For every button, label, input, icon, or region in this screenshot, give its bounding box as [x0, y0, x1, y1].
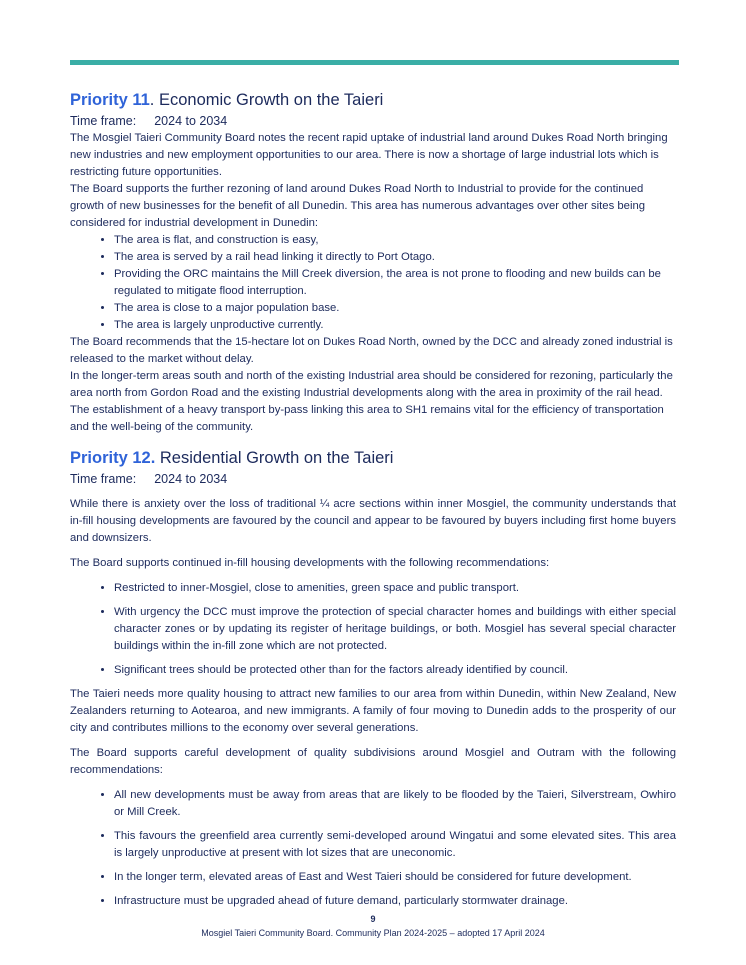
timeframe-label: Time frame: [70, 472, 137, 486]
timeframe-line [70, 470, 676, 488]
section-heading-12 [70, 446, 676, 470]
bullet-list [70, 580, 676, 679]
list-item: • Providing the ORC maintains the Mill Creek diversion, the area is not prone to flooding and new builds can be regulated to mitigate flood interruption. [114, 266, 676, 300]
list-item: • Infrastructure must be upgraded ahead of future demand, particularly stormwater drainage. [114, 893, 676, 910]
bullet-list [70, 787, 676, 910]
header-rule [70, 60, 679, 65]
list-item: • Significant trees should be protected other than for the factors already identified by council. [114, 662, 676, 679]
timeframe-value: 2024 to 2034 [154, 114, 228, 128]
priority-label: Priority 11 [70, 91, 150, 109]
priority-label: Priority 12. [70, 449, 156, 467]
list-item: • The area is close to a major population base. [114, 300, 676, 317]
paragraph: The Board supports continued in-fill housing developments with the following recommendations: [70, 557, 550, 569]
paragraph: The Mosgiel Taieri Community Board notes the recent rapid uptake of industrial land around Dukes Road North bringing new industries and new employment opportunities to our area. There is now a shortage of large industrial lots which is restricting future opportunities. [70, 132, 668, 178]
paragraph: The Board supports careful development of quality subdivisions around Mosgiel and Outram with the following recommendations: [70, 747, 676, 776]
list-item: • Restricted to inner-Mosgiel, close to amenities, green space and public transport. [114, 580, 676, 597]
list-item: • With urgency the DCC must improve the protection of special character homes and buildings with either special character zones or by updating its register of heritage buildings, or both. Mosgiel has several special character buildings within the in-fill zone which are not protected. [114, 604, 676, 655]
bullet-list [70, 232, 676, 334]
paragraph: The Board supports the further rezoning of land around Dukes Road North to Industrial to provide for the continued growth of new businesses for the benefit of all Dunedin. This area has numerous advantages over other sites being considered for industrial development in Dunedin: [70, 183, 646, 229]
timeframe-value: 2024 to 2034 [154, 472, 228, 486]
list-item: • In the longer term, elevated areas of East and West Taieri should be considered for future development. [114, 869, 676, 886]
section-title: Residential Growth on the Taieri [155, 449, 394, 467]
list-item: • All new developments must be away from areas that are likely to be flooded by the Taieri, Silverstream, Owhiro or Mill Creek. [114, 787, 676, 821]
paragraph: The establishment of a heavy transport by-pass linking this area to SH1 remains vital for the efficiency of transportation and the well-being of the community. [70, 404, 664, 433]
list-item: • The area is flat, and construction is easy, [114, 232, 676, 249]
paragraph: While there is anxiety over the loss of traditional ¼ acre sections within inner Mosgiel, the community understands that in-fill housing developments are favoured by the council and appear to be favoured by buyers including first home buyers and downsizers. [70, 498, 676, 544]
footer-text: Mosgiel Taieri Community Board. Community Plan 2024-2025 – adopted 17 April 2024 [201, 928, 545, 938]
page-number: 9 [370, 914, 376, 924]
paragraph: The Board recommends that the 15-hectare lot on Dukes Road North, owned by the DCC and already zoned industrial is released to the market without delay. [70, 336, 673, 365]
paragraph: The Taieri needs more quality housing to attract new families to our area from within Dunedin, within New Zealand, New Zealanders returning to Aotearoa, and new immigrants. A family of four moving to Dunedin adds to the prosperity of our city and contributes millions to the economy over several generations. [70, 688, 676, 734]
paragraph: In the longer-term areas south and north of the existing Industrial area should be considered for rezoning, particularly the area north from Gordon Road and the existing Industrial developments along with the area in proximity of the rail head. [70, 370, 673, 399]
section-heading-11 [70, 88, 676, 112]
list-item: • The area is largely unproductive currently. [114, 317, 676, 334]
list-item: • This favours the greenfield area currently semi-developed around Wingatui and some elevated sites. This area is largely unproductive at present with lot sizes that are uneconomic. [114, 828, 676, 862]
timeframe-label: Time frame: [70, 114, 137, 128]
section-body [70, 496, 676, 910]
section-title: . Economic Growth on the Taieri [149, 91, 384, 109]
timeframe-line [70, 112, 676, 130]
page-content [70, 88, 676, 917]
list-item: • The area is served by a rail head linking it directly to Port Otago. [114, 249, 676, 266]
